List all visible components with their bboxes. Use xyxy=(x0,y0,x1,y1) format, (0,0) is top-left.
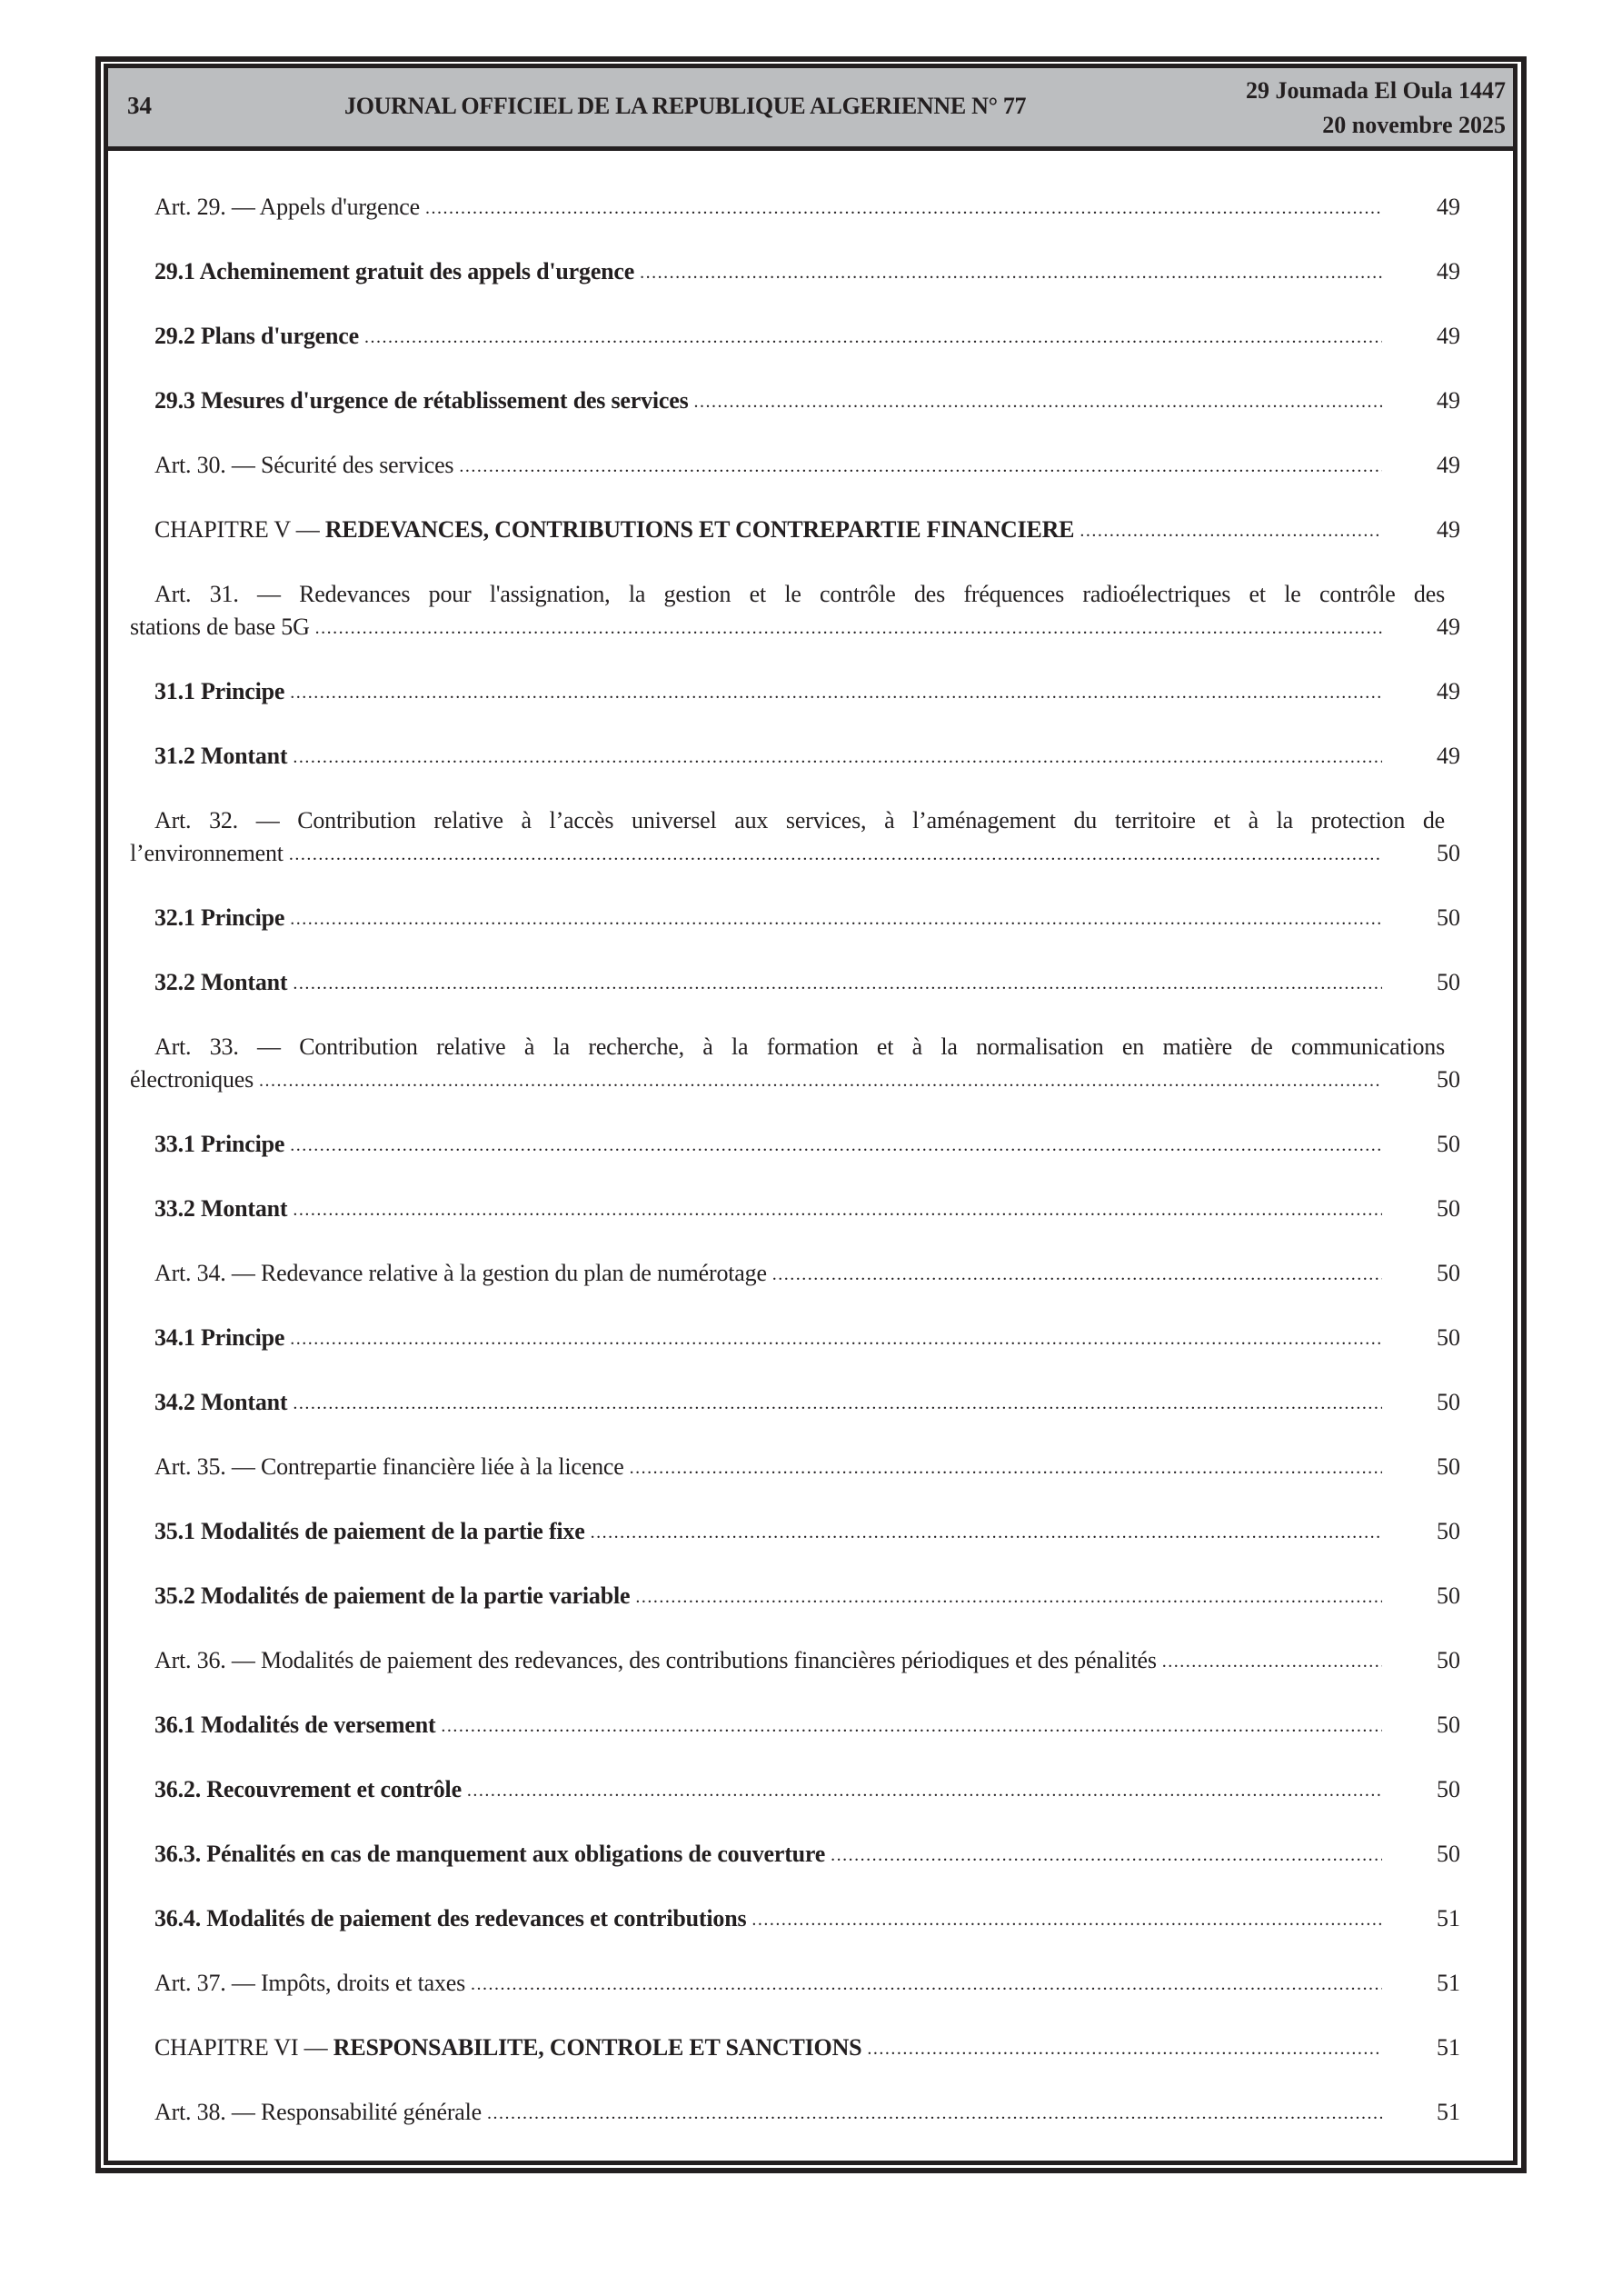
toc-entry[interactable] xyxy=(130,1386,1484,1419)
toc-entry[interactable] xyxy=(130,1709,1484,1742)
journal-header xyxy=(108,68,1513,151)
toc-entry-title-line1: Art. 32. — Contribution relative à l’accès universel aux services, à l’aménagement du territoire et à la protection de xyxy=(154,807,1445,834)
page-number: 34 xyxy=(127,92,152,119)
toc-entry-title: 34.1 Principe xyxy=(154,1324,285,1351)
toc-entry[interactable] xyxy=(130,1031,1484,1096)
toc-chapter-title xyxy=(154,514,1074,546)
dot-leader xyxy=(290,1323,1382,1355)
toc-entry-title: 36.4. Modalités de paiement des redevances et contributions xyxy=(154,1905,747,1932)
toc-entry-page: 50 xyxy=(1437,1647,1460,1673)
dot-leader xyxy=(290,676,1382,709)
toc-entry[interactable] xyxy=(130,2096,1484,2129)
chapter-number: CHAPITRE V — xyxy=(154,516,325,543)
dot-leader xyxy=(289,838,1382,871)
toc-entry[interactable] xyxy=(130,1902,1484,1935)
toc-entry[interactable] xyxy=(130,902,1484,934)
chapter-title: REDEVANCES, CONTRIBUTIONS ET CONTREPARTIE FINANCIERE xyxy=(324,516,1075,543)
dot-leader xyxy=(1080,514,1382,547)
toc-entry-title-line2: stations de base 5G xyxy=(130,614,310,640)
toc-chapter[interactable] xyxy=(130,2031,1484,2064)
toc-entry-title: 33.2 Montant xyxy=(154,1195,288,1222)
toc-entry-title: Art. 30. — Sécurité des services xyxy=(154,452,454,478)
toc-entry-title-line1: Art. 31. — Redevances pour l'assignation, la gestion et le contrôle des fréquences radioélectriques et le contrôle des xyxy=(154,581,1445,607)
toc-entry-page: 49 xyxy=(1437,678,1460,704)
toc-entry-title: 29.3 Mesures d'urgence de rétablissement des services xyxy=(154,387,689,414)
toc-entry[interactable] xyxy=(130,1193,1484,1225)
toc-entry-title: 29.1 Acheminement gratuit des appels d'urgence xyxy=(154,258,635,285)
toc-entry[interactable] xyxy=(130,966,1484,999)
dot-leader xyxy=(471,1968,1382,2001)
toc-entry-page: 50 xyxy=(1437,1776,1460,1802)
date-gregorian: 20 novembre 2025 xyxy=(1322,112,1506,138)
toc-entry[interactable] xyxy=(130,1451,1484,1483)
toc-entry-page: 50 xyxy=(1437,1131,1460,1157)
toc-entry[interactable] xyxy=(130,578,1484,644)
toc-entry-page: 50 xyxy=(1437,1453,1460,1480)
toc-entry-page: 50 xyxy=(1437,1389,1460,1415)
toc-entry-page: 51 xyxy=(1437,2034,1460,2061)
toc-entry-title: 36.2. Recouvrement et contrôle xyxy=(154,1776,462,1802)
toc-chapter-title xyxy=(154,2031,861,2064)
dot-leader xyxy=(640,256,1382,289)
toc-entry[interactable] xyxy=(130,804,1484,870)
toc-entry-title-line2: électroniques xyxy=(130,1066,254,1093)
toc-entry-page: 49 xyxy=(1437,258,1460,285)
toc-entry-page: 50 xyxy=(1437,840,1460,866)
toc-entry-title: Art. 29. — Appels d'urgence xyxy=(154,194,420,220)
dot-leader xyxy=(487,2097,1382,2130)
header-dates xyxy=(1246,74,1506,143)
toc-entry-title: 36.3. Pénalités en cas de manquement aux obligations de couverture xyxy=(154,1841,826,1867)
toc-entry-page: 49 xyxy=(1437,194,1460,220)
toc-entry-title: Art. 35. — Contrepartie financière liée à la licence xyxy=(154,1453,624,1480)
toc-entry-page: 49 xyxy=(1437,516,1460,543)
toc-entry-page: 50 xyxy=(1437,1195,1460,1222)
toc-entry[interactable] xyxy=(130,255,1484,288)
toc-entry-page: 49 xyxy=(1437,323,1460,349)
toc-entry[interactable] xyxy=(130,1773,1484,1806)
dot-leader xyxy=(290,903,1382,935)
toc-entry-page: 49 xyxy=(1437,743,1460,769)
toc-entry-title: 35.2 Modalités de paiement de la partie variable xyxy=(154,1582,631,1609)
dot-leader xyxy=(293,741,1382,774)
dot-leader xyxy=(293,967,1382,1000)
toc-entry[interactable] xyxy=(130,740,1484,773)
toc-entry-title: 31.1 Principe xyxy=(154,678,285,704)
dot-leader xyxy=(751,1903,1382,1936)
dot-leader xyxy=(259,1064,1382,1097)
toc-entry-page: 50 xyxy=(1437,1841,1460,1867)
toc-entry[interactable] xyxy=(130,1257,1484,1290)
date-hijri: 29 Joumada El Oula 1447 xyxy=(1245,77,1506,104)
toc-entry-title: Art. 36. — Modalités de paiement des redevances, des contributions financières périodiques et des pénalités xyxy=(154,1647,1157,1673)
toc-entry-page: 51 xyxy=(1437,1970,1460,1996)
toc-entry[interactable] xyxy=(130,1515,1484,1548)
journal-title: JOURNAL OFFICIEL DE LA REPUBLIQUE ALGERIENNE N° 77 xyxy=(344,93,1027,119)
dot-leader xyxy=(467,1774,1382,1807)
chapter-title: RESPONSABILITE, CONTROLE ET SANCTIONS xyxy=(333,2034,862,2061)
toc-entry-title: Art. 34. — Redevance relative à la gestion du plan de numérotage xyxy=(154,1260,767,1286)
toc-entry[interactable] xyxy=(130,320,1484,353)
toc-entry-page: 50 xyxy=(1437,1260,1460,1286)
toc-entry-title: Art. 37. — Impôts, droits et taxes xyxy=(154,1970,465,1996)
toc-entry[interactable] xyxy=(130,675,1484,708)
toc-entry-title: 33.1 Principe xyxy=(154,1131,285,1157)
toc-entry-title-line2: l’environnement xyxy=(130,840,284,866)
toc-entry-page: 50 xyxy=(1437,1324,1460,1351)
toc-entry-page: 50 xyxy=(1437,1712,1460,1738)
toc-entry-page: 50 xyxy=(1437,904,1460,931)
toc-entry-page: 49 xyxy=(1437,387,1460,414)
toc-entry[interactable] xyxy=(130,191,1484,224)
toc-entry-title: 34.2 Montant xyxy=(154,1389,288,1415)
dot-leader xyxy=(293,1387,1382,1420)
toc-entry[interactable] xyxy=(130,1967,1484,2000)
dot-leader xyxy=(315,612,1382,644)
dot-leader xyxy=(441,1710,1382,1742)
toc-entry-title: 32.2 Montant xyxy=(154,969,288,995)
toc-entry-page: 50 xyxy=(1437,1518,1460,1544)
dot-leader xyxy=(1162,1645,1382,1678)
toc-entry-title: 31.2 Montant xyxy=(154,743,288,769)
toc-entry[interactable] xyxy=(130,384,1484,417)
toc-entry-title: 32.1 Principe xyxy=(154,904,285,931)
dot-leader xyxy=(290,1129,1382,1162)
dot-leader xyxy=(635,1581,1382,1613)
toc-chapter[interactable] xyxy=(130,514,1484,546)
toc-entry-title: 29.2 Plans d'urgence xyxy=(154,323,359,349)
toc-entry-page: 49 xyxy=(1437,614,1460,640)
toc-entry-title: Art. 38. — Responsabilité générale xyxy=(154,2099,482,2125)
toc-entry[interactable] xyxy=(130,1128,1484,1161)
toc-entry[interactable] xyxy=(130,1644,1484,1677)
dot-leader xyxy=(293,1193,1382,1226)
toc-entry-title-line1: Art. 33. — Contribution relative à la recherche, à la formation et à la normalisation en matière de communications xyxy=(154,1033,1445,1060)
dot-leader xyxy=(425,192,1382,225)
dot-leader xyxy=(831,1839,1382,1872)
dot-leader xyxy=(459,450,1382,483)
toc-entry-page: 51 xyxy=(1437,2099,1460,2125)
dot-leader xyxy=(591,1516,1382,1549)
toc-entry-page: 49 xyxy=(1437,452,1460,478)
toc-entry-page: 50 xyxy=(1437,1582,1460,1609)
chapter-number: CHAPITRE VI — xyxy=(154,2034,333,2061)
toc-entry-page: 50 xyxy=(1437,1066,1460,1093)
dot-leader xyxy=(694,385,1382,418)
dot-leader xyxy=(630,1452,1382,1484)
toc-entry[interactable] xyxy=(130,1322,1484,1354)
toc-entry-title: 35.1 Modalités de paiement de la partie fixe xyxy=(154,1518,585,1544)
toc-entry[interactable] xyxy=(130,449,1484,482)
toc-entry-page: 51 xyxy=(1437,1905,1460,1932)
toc-entry[interactable] xyxy=(130,1580,1484,1612)
dot-leader xyxy=(364,321,1382,354)
toc-entry-title: 36.1 Modalités de versement xyxy=(154,1712,436,1738)
toc-entry[interactable] xyxy=(130,1838,1484,1871)
dot-leader xyxy=(772,1258,1382,1291)
dot-leader xyxy=(867,2032,1382,2065)
toc-entry-page: 50 xyxy=(1437,969,1460,995)
